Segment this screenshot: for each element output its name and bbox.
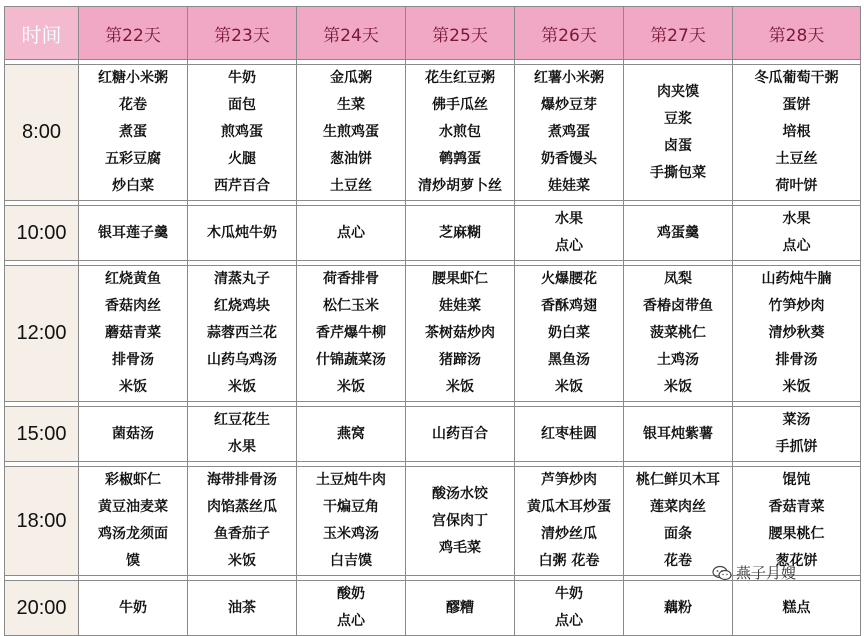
- menu-item: 红枣桂圆: [541, 425, 597, 442]
- menu-item: 荷香排骨: [323, 271, 379, 287]
- day-suffix: 天: [361, 25, 379, 46]
- menu-item: 蘑菇青菜: [105, 325, 161, 341]
- menu-item: 山药炖牛腩: [761, 271, 832, 287]
- menu-cell: [188, 266, 297, 402]
- menu-item: 馄饨: [782, 472, 811, 488]
- menu-cell: [733, 266, 861, 402]
- menu-cell: [624, 65, 733, 201]
- menu-cell: [406, 467, 515, 576]
- menu-item: 火爆腰花: [541, 271, 597, 287]
- menu-item: 牛奶: [228, 70, 256, 86]
- menu-cell: [297, 581, 406, 636]
- menu-item: 煎鸡蛋: [221, 124, 263, 140]
- menu-item: 肉夹馍: [657, 83, 699, 100]
- menu-cell: [624, 407, 733, 462]
- menu-item: 蒜蓉西兰花: [207, 325, 277, 341]
- menu-item: 银耳莲子羹: [98, 224, 168, 241]
- menu-item: 鸡汤龙须面: [98, 526, 168, 542]
- day-prefix: 第: [541, 25, 559, 46]
- menu-item: 培根: [782, 124, 811, 140]
- day-suffix: 天: [252, 25, 270, 46]
- menu-item: 彩椒虾仁: [105, 472, 161, 488]
- menu-item: 炒白菜: [112, 178, 154, 194]
- menu-item: 米饭: [446, 379, 474, 395]
- menu-item: 香椿卤带鱼: [643, 298, 713, 314]
- menu-item: 宫保肉丁: [432, 512, 488, 529]
- day-number: 25: [449, 25, 471, 46]
- menu-item: 松仁玉米: [323, 298, 379, 314]
- menu-cell: [624, 266, 733, 402]
- menu-item: 黑鱼汤: [548, 352, 590, 368]
- meal-plan-table: [4, 6, 861, 636]
- menu-cell: [79, 206, 188, 261]
- menu-cell: [188, 65, 297, 201]
- menu-item: 点心: [555, 238, 583, 254]
- menu-item: 鸡蛋羹: [657, 224, 699, 241]
- menu-cell: [624, 581, 733, 636]
- menu-cell: [188, 407, 297, 462]
- menu-item: 葱花饼: [775, 553, 818, 569]
- menu-item: 火腿: [228, 151, 256, 167]
- menu-item: 水煎包: [439, 124, 481, 140]
- menu-item: 红豆花生: [214, 412, 270, 428]
- menu-item: 豆浆: [664, 110, 692, 127]
- menu-item: 干煸豆角: [323, 499, 379, 515]
- meal-row: [5, 206, 861, 261]
- menu-item: 菌菇汤: [112, 425, 154, 442]
- time-cell: 8:00: [5, 65, 79, 201]
- menu-item: 点心: [337, 613, 365, 629]
- menu-item: 黄豆油麦菜: [98, 499, 168, 515]
- menu-item: 莲菜肉丝: [650, 499, 706, 515]
- menu-item: 水果: [228, 439, 256, 455]
- menu-item: 香芹爆牛柳: [316, 325, 386, 341]
- menu-item: 白吉馍: [330, 553, 372, 569]
- menu-item: 酸汤水饺: [432, 485, 488, 502]
- meal-row: [5, 467, 861, 576]
- menu-item: 娃娃菜: [548, 178, 590, 194]
- day-prefix: 第: [323, 25, 341, 46]
- menu-item: 牛奶: [119, 599, 147, 616]
- menu-item: 油茶: [228, 599, 256, 616]
- menu-item: 银耳炖紫薯: [643, 425, 713, 442]
- menu-item: 水果: [782, 211, 811, 227]
- menu-item: 花生红豆粥: [425, 70, 495, 86]
- meal-plan-body: [5, 60, 861, 636]
- menu-item: 红烧黄鱼: [105, 271, 161, 287]
- menu-item: 芦笋炒肉: [541, 472, 597, 488]
- menu-item: 面条: [664, 526, 692, 542]
- menu-cell: [79, 266, 188, 402]
- menu-item: 清炒秋葵: [768, 325, 825, 341]
- day-prefix: 第: [105, 25, 123, 46]
- menu-item: 鹌鹑蛋: [439, 151, 481, 167]
- day-header: [624, 7, 733, 60]
- menu-item: 燕窝: [337, 425, 365, 442]
- menu-item: 卤蛋: [664, 137, 692, 154]
- menu-item: 奶白菜: [548, 325, 590, 341]
- menu-item: 土豆丝: [330, 178, 372, 194]
- menu-item: 什锦蔬菜汤: [316, 352, 386, 368]
- menu-cell: [297, 266, 406, 402]
- menu-item: 醪糟: [446, 599, 474, 616]
- day-header: [79, 7, 188, 60]
- menu-cell: [406, 65, 515, 201]
- time-cell: 15:00: [5, 407, 79, 462]
- menu-item: 凤梨: [664, 271, 692, 287]
- menu-item: 山药乌鸡汤: [207, 352, 277, 368]
- menu-item: 腰果虾仁: [432, 271, 488, 287]
- day-prefix: 第: [432, 25, 450, 46]
- menu-item: 西芹百合: [214, 178, 270, 194]
- time-cell: 20:00: [5, 581, 79, 636]
- menu-item: 鸡毛菜: [439, 539, 481, 556]
- time-header: [5, 7, 79, 60]
- menu-cell: [733, 206, 861, 261]
- menu-cell: [733, 65, 861, 201]
- menu-item: 排骨汤: [775, 352, 818, 368]
- menu-item: 煮鸡蛋: [548, 124, 590, 140]
- menu-item: 香酥鸡翅: [541, 298, 597, 314]
- menu-item: 菠菜桃仁: [650, 325, 706, 341]
- menu-cell: [297, 407, 406, 462]
- menu-cell: [624, 467, 733, 576]
- meal-row: [5, 266, 861, 402]
- day-header: [515, 7, 624, 60]
- day-number: 24: [340, 25, 362, 46]
- menu-item: 牛奶: [555, 586, 583, 602]
- menu-item: 土豆丝: [775, 151, 818, 167]
- menu-item: 芝麻糊: [439, 224, 481, 241]
- time-cell: 10:00: [5, 206, 79, 261]
- menu-item: 蛋饼: [782, 97, 811, 113]
- menu-cell: [297, 65, 406, 201]
- menu-item: 香菇青菜: [768, 499, 825, 515]
- day-prefix: 第: [768, 25, 786, 46]
- menu-cell: [515, 467, 624, 576]
- menu-item: 藕粉: [664, 599, 692, 616]
- menu-item: 红烧鸡块: [214, 298, 270, 314]
- menu-cell: [515, 407, 624, 462]
- menu-cell: [79, 407, 188, 462]
- day-suffix: 天: [579, 25, 597, 46]
- day-suffix: 天: [807, 25, 825, 46]
- menu-item: 糕点: [782, 599, 811, 616]
- day-header: [188, 7, 297, 60]
- menu-cell: [79, 65, 188, 201]
- day-number: 26: [558, 25, 580, 46]
- menu-item: 白粥 花卷: [538, 553, 600, 569]
- wechat-icon: [712, 565, 732, 581]
- meal-plan-sheet: [4, 6, 860, 629]
- menu-item: 米饭: [228, 553, 256, 569]
- menu-item: 荷叶饼: [775, 178, 818, 194]
- menu-cell: [188, 467, 297, 576]
- day-suffix: 天: [688, 25, 706, 46]
- menu-item: 水果: [555, 211, 583, 227]
- menu-item: 娃娃菜: [439, 298, 481, 314]
- day-number: 28: [785, 25, 808, 46]
- menu-item: 金瓜粥: [330, 70, 372, 86]
- menu-item: 米饭: [782, 379, 811, 395]
- menu-cell: [297, 467, 406, 576]
- menu-item: 茶树菇炒肉: [425, 325, 495, 341]
- day-number: 23: [231, 25, 253, 46]
- menu-item: 米饭: [337, 379, 365, 395]
- menu-cell: [733, 581, 861, 636]
- menu-cell: [297, 206, 406, 261]
- day-prefix: 第: [214, 25, 232, 46]
- menu-item: 花卷: [664, 553, 692, 569]
- menu-item: 手撕包菜: [650, 164, 706, 181]
- menu-item: 山药百合: [432, 425, 488, 442]
- menu-item: 点心: [782, 238, 811, 254]
- menu-cell: [624, 206, 733, 261]
- meal-row: [5, 407, 861, 462]
- menu-item: 点心: [337, 224, 365, 241]
- menu-item: 清蒸丸子: [214, 271, 270, 287]
- menu-cell: [406, 206, 515, 261]
- time-cell: 12:00: [5, 266, 79, 402]
- menu-item: 花卷: [119, 97, 147, 113]
- menu-cell: [188, 206, 297, 261]
- menu-item: 馍: [126, 553, 140, 569]
- menu-item: 竹笋炒肉: [768, 298, 825, 314]
- menu-cell: [515, 65, 624, 201]
- menu-item: 五彩豆腐: [105, 151, 161, 167]
- menu-item: 手抓饼: [775, 439, 818, 455]
- menu-item: 爆炒豆芽: [541, 97, 597, 113]
- menu-item: 米饭: [664, 379, 692, 395]
- day-number: 22: [122, 25, 144, 46]
- menu-cell: [188, 581, 297, 636]
- menu-item: 黄瓜木耳炒蛋: [527, 499, 611, 515]
- day-header: [733, 7, 861, 60]
- menu-item: 桃仁鲜贝木耳: [636, 472, 720, 488]
- menu-item: 酸奶: [337, 586, 365, 602]
- menu-item: 排骨汤: [112, 352, 154, 368]
- day-number: 27: [667, 25, 689, 46]
- day-header: [297, 7, 406, 60]
- menu-item: 生煎鸡蛋: [323, 124, 379, 140]
- menu-item: 土鸡汤: [657, 352, 699, 368]
- menu-item: 米饭: [555, 379, 583, 395]
- meal-row: [5, 65, 861, 201]
- menu-item: 菜汤: [782, 412, 811, 428]
- day-suffix: 天: [470, 25, 488, 46]
- watermark: [712, 562, 796, 583]
- day-header: [406, 7, 515, 60]
- menu-item: 红糖小米粥: [98, 70, 168, 86]
- menu-cell: [79, 467, 188, 576]
- menu-item: 奶香馒头: [541, 151, 597, 167]
- menu-item: 米饭: [119, 379, 147, 395]
- menu-item: 清炒丝瓜: [541, 526, 597, 542]
- menu-item: 海带排骨汤: [207, 472, 277, 488]
- menu-item: 米饭: [228, 379, 256, 395]
- menu-cell: [79, 581, 188, 636]
- menu-item: 腰果桃仁: [768, 526, 825, 542]
- menu-cell: [406, 407, 515, 462]
- day-prefix: 第: [650, 25, 668, 46]
- menu-item: 土豆炖牛肉: [316, 472, 386, 488]
- header-row: [5, 7, 861, 60]
- menu-item: 葱油饼: [330, 151, 372, 167]
- menu-cell: [406, 581, 515, 636]
- menu-item: 香菇肉丝: [105, 298, 161, 314]
- menu-item: 煮蛋: [119, 124, 147, 140]
- menu-cell: [515, 206, 624, 261]
- menu-cell: [733, 467, 861, 576]
- time-header-label: 时间: [21, 22, 62, 47]
- menu-cell: [515, 266, 624, 402]
- menu-item: 生菜: [337, 97, 365, 113]
- watermark-text: 燕子月嫂: [736, 564, 797, 582]
- menu-item: 玉米鸡汤: [323, 526, 379, 542]
- menu-cell: [406, 266, 515, 402]
- menu-item: 红薯小米粥: [534, 70, 604, 86]
- menu-item: 点心: [555, 613, 583, 629]
- menu-item: 冬瓜葡萄干粥: [754, 70, 839, 86]
- menu-item: 鱼香茄子: [214, 526, 270, 542]
- day-suffix: 天: [143, 25, 161, 46]
- meal-row: [5, 581, 861, 636]
- time-cell: 18:00: [5, 467, 79, 576]
- menu-item: 面包: [228, 97, 256, 113]
- menu-cell: [733, 407, 861, 462]
- menu-item: 肉馅蒸丝瓜: [207, 499, 277, 515]
- menu-item: 木瓜炖牛奶: [207, 224, 277, 241]
- menu-item: 佛手瓜丝: [432, 97, 488, 113]
- menu-item: 猪蹄汤: [439, 352, 481, 368]
- menu-cell: [515, 581, 624, 636]
- menu-item: 清炒胡萝卜丝: [418, 178, 502, 194]
